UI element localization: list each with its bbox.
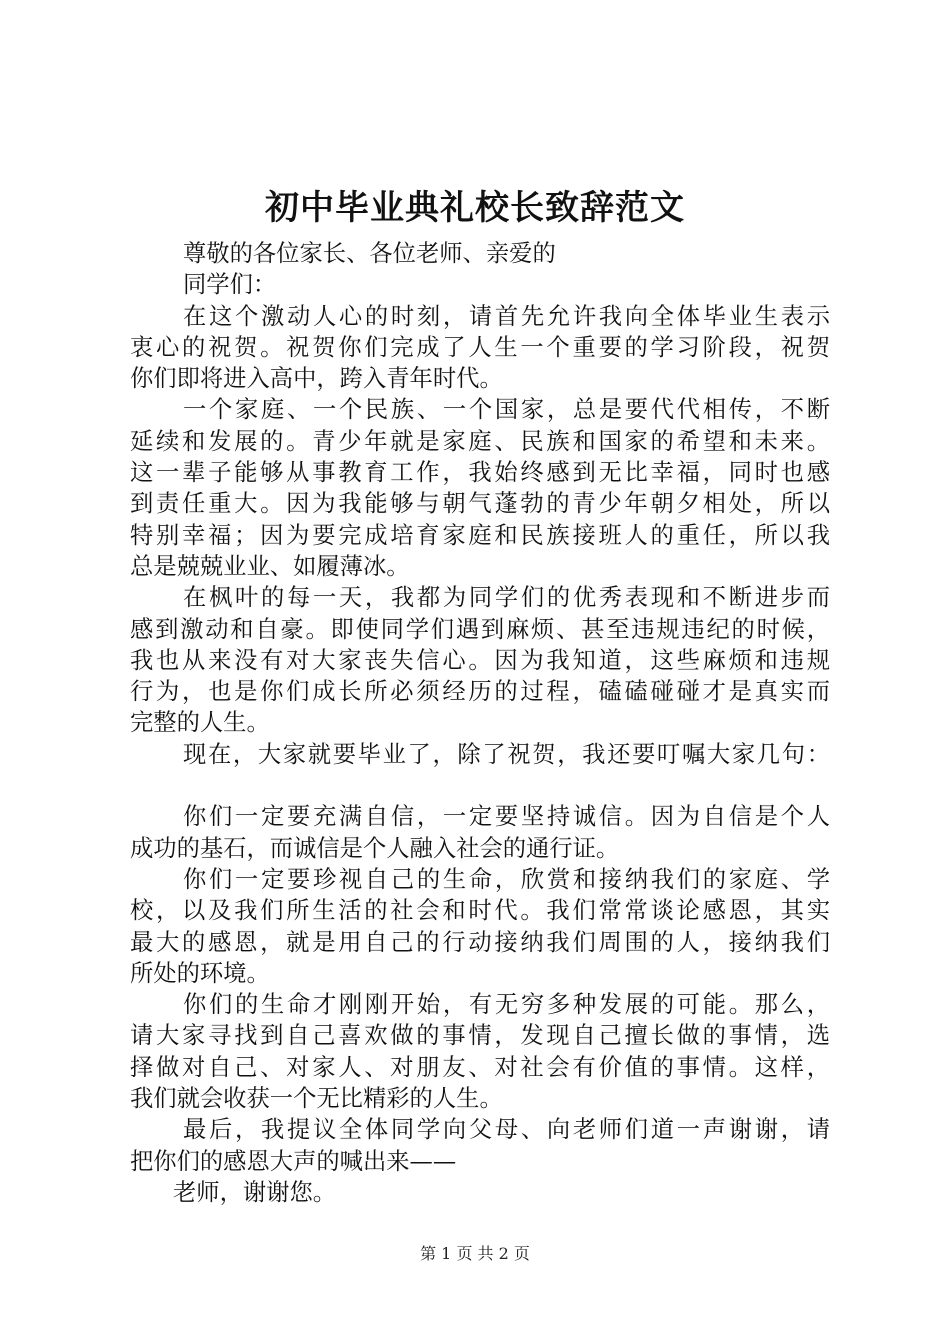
paragraph-line: 一个家庭、一个民族、一个国家，总是要代代相传，不断 bbox=[183, 396, 830, 424]
paragraph-line: 请大家寻找到自己喜欢做的事情，发现自己擅长做的事情，选 bbox=[130, 1022, 830, 1050]
paragraph-line: 这一辈子能够从事教育工作，我始终感到无比幸福，同时也感 bbox=[130, 459, 830, 487]
paragraph-line: 现在，大家就要毕业了，除了祝贺，我还要叮嘱大家几句： bbox=[183, 740, 830, 768]
paragraph-line: 你们的生命才刚刚开始，有无穷多种发展的可能。那么， bbox=[183, 991, 830, 1019]
paragraph-line: 成功的基石，而诚信是个人融入社会的通行证。 bbox=[130, 834, 620, 862]
paragraph-line: 最后，我提议全体同学向父母、向老师们道一声谢谢，请 bbox=[183, 1116, 830, 1144]
paragraph-line: 把你们的感恩大声的喊出来—— bbox=[130, 1147, 457, 1175]
paragraph-line: 在这个激动人心的时刻，请首先允许我向全体毕业生表示 bbox=[183, 302, 830, 330]
paragraph-line: 我也从来没有对大家丧失信心。因为我知道，这些麻烦和违规 bbox=[130, 646, 830, 674]
paragraph-line: 完整的人生。 bbox=[130, 709, 270, 737]
paragraph-line: 我们就会收获一个无比精彩的人生。 bbox=[130, 1085, 503, 1113]
paragraph-line: 校，以及我们所生活的社会和时代。我们常常谈论感恩，其实 bbox=[130, 897, 830, 925]
paragraph-line: 所处的环境。 bbox=[130, 959, 270, 987]
paragraph-line: 感到激动和自豪。即使同学们遇到麻烦、甚至违规违纪的时候， bbox=[130, 615, 830, 643]
paragraph-line: 最大的感恩，就是用自己的行动接纳我们周围的人，接纳我们 bbox=[130, 928, 830, 956]
salutation-line: 同学们： bbox=[183, 271, 277, 299]
blank-line bbox=[130, 770, 830, 801]
paragraph-line: 特别幸福；因为要完成培育家庭和民族接班人的重任，所以我 bbox=[130, 521, 830, 549]
paragraph-line: 衷心的祝贺。祝贺你们完成了人生一个重要的学习阶段，祝贺 bbox=[130, 333, 830, 361]
paragraph-line: 你们即将进入高中，跨入青年时代。 bbox=[130, 365, 503, 393]
page-footer: 第 1 页 共 2 页 bbox=[420, 1244, 530, 1263]
paragraph-line: 你们一定要珍视自己的生命，欣赏和接纳我们的家庭、学 bbox=[183, 865, 830, 893]
paragraph-line: 你们一定要充满自信，一定要坚持诚信。因为自信是个人 bbox=[183, 803, 830, 831]
salutation-line: 尊敬的各位家长、各位老师、亲爱的 bbox=[183, 240, 556, 267]
paragraph-line: 延续和发展的。青少年就是家庭、民族和国家的希望和未来。 bbox=[130, 427, 830, 455]
paragraph-line: 总是兢兢业业、如履薄冰。 bbox=[130, 552, 410, 580]
paragraph-line: 在枫叶的每一天，我都为同学们的优秀表现和不断进步而 bbox=[183, 584, 830, 612]
paragraph-line: 行为，也是你们成长所必须经历的过程，磕磕碰碰才是真实而 bbox=[130, 678, 830, 706]
document-title: 初中毕业典礼校长致辞范文 bbox=[265, 188, 685, 228]
paragraph-line: 到责任重大。因为我能够与朝气蓬勃的青少年朝夕相处，所以 bbox=[130, 490, 830, 518]
paragraph-line: 择做对自己、对家人、对朋友、对社会有价值的事情。这样， bbox=[130, 1053, 830, 1081]
document-body bbox=[130, 238, 830, 1208]
closing-line: 老师，谢谢您。 bbox=[173, 1178, 337, 1206]
